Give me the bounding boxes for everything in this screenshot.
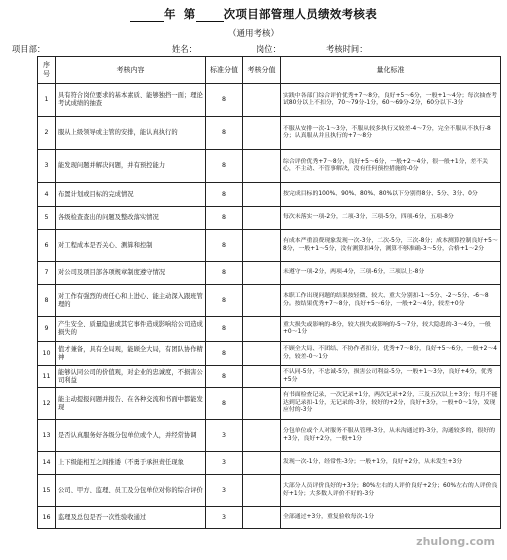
header-score: 考核分值 [243, 57, 281, 84]
row-assessed-score-input[interactable] [243, 117, 281, 150]
row-content: 服从上级领导或主管的安排，能认真执行的 [56, 117, 206, 150]
title-di: 第 [183, 7, 196, 21]
row-standard-score: 8 [206, 366, 243, 388]
row-num: 12 [38, 388, 56, 420]
row-num: 8 [38, 285, 56, 317]
table-row [38, 475, 501, 507]
row-assessed-score-input[interactable] [243, 183, 281, 207]
row-content: 能主动提报问题并报告、在各种交流和书面中都能发现 [56, 388, 206, 420]
table-body [38, 84, 501, 529]
table-row [38, 342, 501, 366]
row-assessed-score-input[interactable] [243, 317, 281, 342]
row-num: 10 [38, 342, 56, 366]
name-label: 姓名： [172, 44, 197, 54]
row-assessed-score-input[interactable] [243, 366, 281, 388]
table-row [38, 207, 501, 230]
row-num: 11 [38, 366, 56, 388]
row-assessed-score-input[interactable] [243, 342, 281, 366]
row-standard-score: 8 [206, 342, 243, 366]
period-blank[interactable] [196, 9, 224, 22]
row-standard-score: 8 [206, 150, 243, 183]
table-row [38, 366, 501, 388]
row-assessed-score-input[interactable] [243, 84, 281, 117]
title-year: 年 [163, 7, 176, 21]
table-row [38, 230, 501, 262]
row-quant-standard: 大部分人员评价良好的+3分；80%左右的人评价良好+2分；60%左右的人评价良好+1分；大多数人评价不好的-3分 [281, 475, 501, 507]
row-quant-standard: 未遵守一项-2分，两项-4分，三项-6分，三项以上-8分 [281, 262, 501, 285]
row-quant-standard: 不顾全大局、不团结、不协作者扣分，优秀+7～8分，良好+5～6分，一般+2～4分，较差-0～1分 [281, 342, 501, 366]
row-num: 6 [38, 230, 56, 262]
row-content: 具有符合岗位要求的基本素质、能够独挡一面；理论考试成绩的抽查 [56, 84, 206, 117]
table-row [38, 388, 501, 420]
row-num: 16 [38, 507, 56, 529]
header-content: 考核内容 [56, 57, 206, 84]
table-row [38, 420, 501, 452]
row-assessed-score-input[interactable] [243, 420, 281, 452]
row-standard-score: 8 [206, 207, 243, 230]
table-row [38, 262, 501, 285]
row-quant-standard: 有成本严重浪费现象发现一次-3分，二次-5分，三次-8分；成本测算控制良好+5～8分，一般+1～5分，没有测算扣4分，测算不够准确-3～5分，合格+1～2分 [281, 230, 501, 262]
row-quant-standard: 实践中各部门综合评价优秀+7～8分，良好+5～6分，一般+1～4分；每次抽查考试80分以上不扣分，70～79分-1分，60～69分-2分，60分以下-3分 [281, 84, 501, 117]
row-standard-score: 8 [206, 285, 243, 317]
row-content: 对工程成本是否关心、测算和控制 [56, 230, 206, 262]
row-standard-score: 8 [206, 388, 243, 420]
table-row [38, 317, 501, 342]
row-content: 产生安全、质量隐患或其它事件造成影响给公司造成损失的 [56, 317, 206, 342]
row-standard-score: 8 [206, 262, 243, 285]
row-standard-score: 8 [206, 230, 243, 262]
row-num: 4 [38, 183, 56, 207]
table-row [38, 285, 501, 317]
row-content: 值才兼备，具有全局观，能顾全大局，有团队协作精神 [56, 342, 206, 366]
position-label: 岗位： [256, 44, 281, 54]
row-quant-standard: 综合评价优秀+7～8分，良好+5～6分，一般+2～4分，很一般+1分，差不关心，不主动、不管事解决，没有任何预控措施的-0分 [281, 150, 501, 183]
row-quant-standard: 全部通过+3分，重复验收每次-1分 [281, 507, 501, 529]
table-row [38, 507, 501, 529]
row-standard-score: 8 [206, 84, 243, 117]
row-assessed-score-input[interactable] [243, 388, 281, 420]
row-quant-standard: 不认同-5分，不忠诚-5分，损害公司利益-5分，一般+1～3分，良好+4分，优秀+5分 [281, 366, 501, 388]
row-num: 14 [38, 452, 56, 475]
row-standard-score: 3 [206, 420, 243, 452]
project-label: 项目部： [12, 44, 46, 54]
row-quant-standard: 发现一次-1分，经常性-3分；一般+1分，良好+2分，从未发生+3分 [281, 452, 501, 475]
watermark: zhulong.com [416, 535, 495, 548]
row-quant-standard: 每次未落实一项-2分，二项-3分，三项-5分，四项-6分，五项-8分 [281, 207, 501, 230]
row-standard-score: 8 [206, 317, 243, 342]
row-content: 监理及总包是否一次性验收通过 [56, 507, 206, 529]
row-content: 各级检查查出的问题及整改落实情况 [56, 207, 206, 230]
row-num: 1 [38, 84, 56, 117]
table-row [38, 84, 501, 117]
row-content: 布置计划或目标的完成情况 [56, 183, 206, 207]
row-content: 是否认真服务好各级分包单位或个人，并经常协调 [56, 420, 206, 452]
row-assessed-score-input[interactable] [243, 285, 281, 317]
table-row [38, 150, 501, 183]
row-num: 2 [38, 117, 56, 150]
row-content: 对公司及项目部各项规章制度遵守情况 [56, 262, 206, 285]
row-num: 9 [38, 317, 56, 342]
row-standard-score: 8 [206, 183, 243, 207]
header-num: 序号 [38, 57, 56, 84]
row-quant-standard: 按完成目标的100%、90%、80%、80%以下分别得8分、5分、3分、0分 [281, 183, 501, 207]
row-content: 能够认同公司的价值观，对企业的忠诚度，不损害公司利益 [56, 366, 206, 388]
assessment-table [37, 56, 501, 529]
title-main: 次项目部管理人员绩效考核表 [223, 7, 378, 21]
row-content: 对工作有强烈的责任心和上进心、能主动深入跟班管理的 [56, 285, 206, 317]
row-standard-score: 8 [206, 117, 243, 150]
row-quant-standard: 本职工作出现问题的结果按轻微、较大、重大分别扣-1～5分、-2～5分、-6～8分。按结果优秀+7～8分，良好+5～6分，一般+2～4分，较差+0分 [281, 285, 501, 317]
table-row [38, 452, 501, 475]
row-assessed-score-input[interactable] [243, 507, 281, 529]
row-assessed-score-input[interactable] [243, 150, 281, 183]
row-content: 上下级能相互之间推诿（不勇于承担责任现象 [56, 452, 206, 475]
row-content: 能发现问题并解决问题，并有预控能力 [56, 150, 206, 183]
row-assessed-score-input[interactable] [243, 262, 281, 285]
row-assessed-score-input[interactable] [243, 207, 281, 230]
row-num: 13 [38, 420, 56, 452]
row-quant-standard: 分包单位或个人对服务不服从管理-3分，从未沟通过的-3分，沟通较多的，很好的+3分，良好+2分，一般+1分 [281, 420, 501, 452]
row-assessed-score-input[interactable] [243, 452, 281, 475]
row-standard-score: 3 [206, 507, 243, 529]
row-num: 7 [38, 262, 56, 285]
row-standard-score: 3 [206, 452, 243, 475]
meta-line [6, 43, 501, 55]
row-assessed-score-input[interactable] [243, 475, 281, 507]
form-subtitle: （通用考核） [227, 29, 279, 39]
row-standard-score: 3 [206, 475, 243, 507]
table-row [38, 117, 501, 150]
row-num: 3 [38, 150, 56, 183]
year-blank[interactable] [130, 9, 164, 22]
form-title [0, 6, 507, 22]
row-quant-standard: 重大损失或影响的-8分，较大损失或影响的-5～7分，较大隐患的-3～4分，一般+0～1分 [281, 317, 501, 342]
row-quant-standard: 不服从安排一次-1～3分，不服从较多执行又较差-4～7分，完全不服从不执行-8分；认真服从并且执行的+7～8分 [281, 117, 501, 150]
header-quant: 量化标准 [281, 57, 501, 84]
row-num: 5 [38, 207, 56, 230]
row-quant-standard: 有书面检查记录，一次记录+1分，两次记录+2分，三及五次以上+3分；每月不能达到记录扣-1分，无记录的-3分，较好的+2分，良好+3分，一般+0～1分，发现应付的-3分 [281, 388, 501, 420]
row-content: 公司、甲方、监理、员工及分包单位对你的综合评价 [56, 475, 206, 507]
row-assessed-score-input[interactable] [243, 230, 281, 262]
header-std: 标准分值 [206, 57, 243, 84]
time-label: 考核时间： [326, 44, 368, 54]
row-num: 15 [38, 475, 56, 507]
table-row [38, 183, 501, 207]
